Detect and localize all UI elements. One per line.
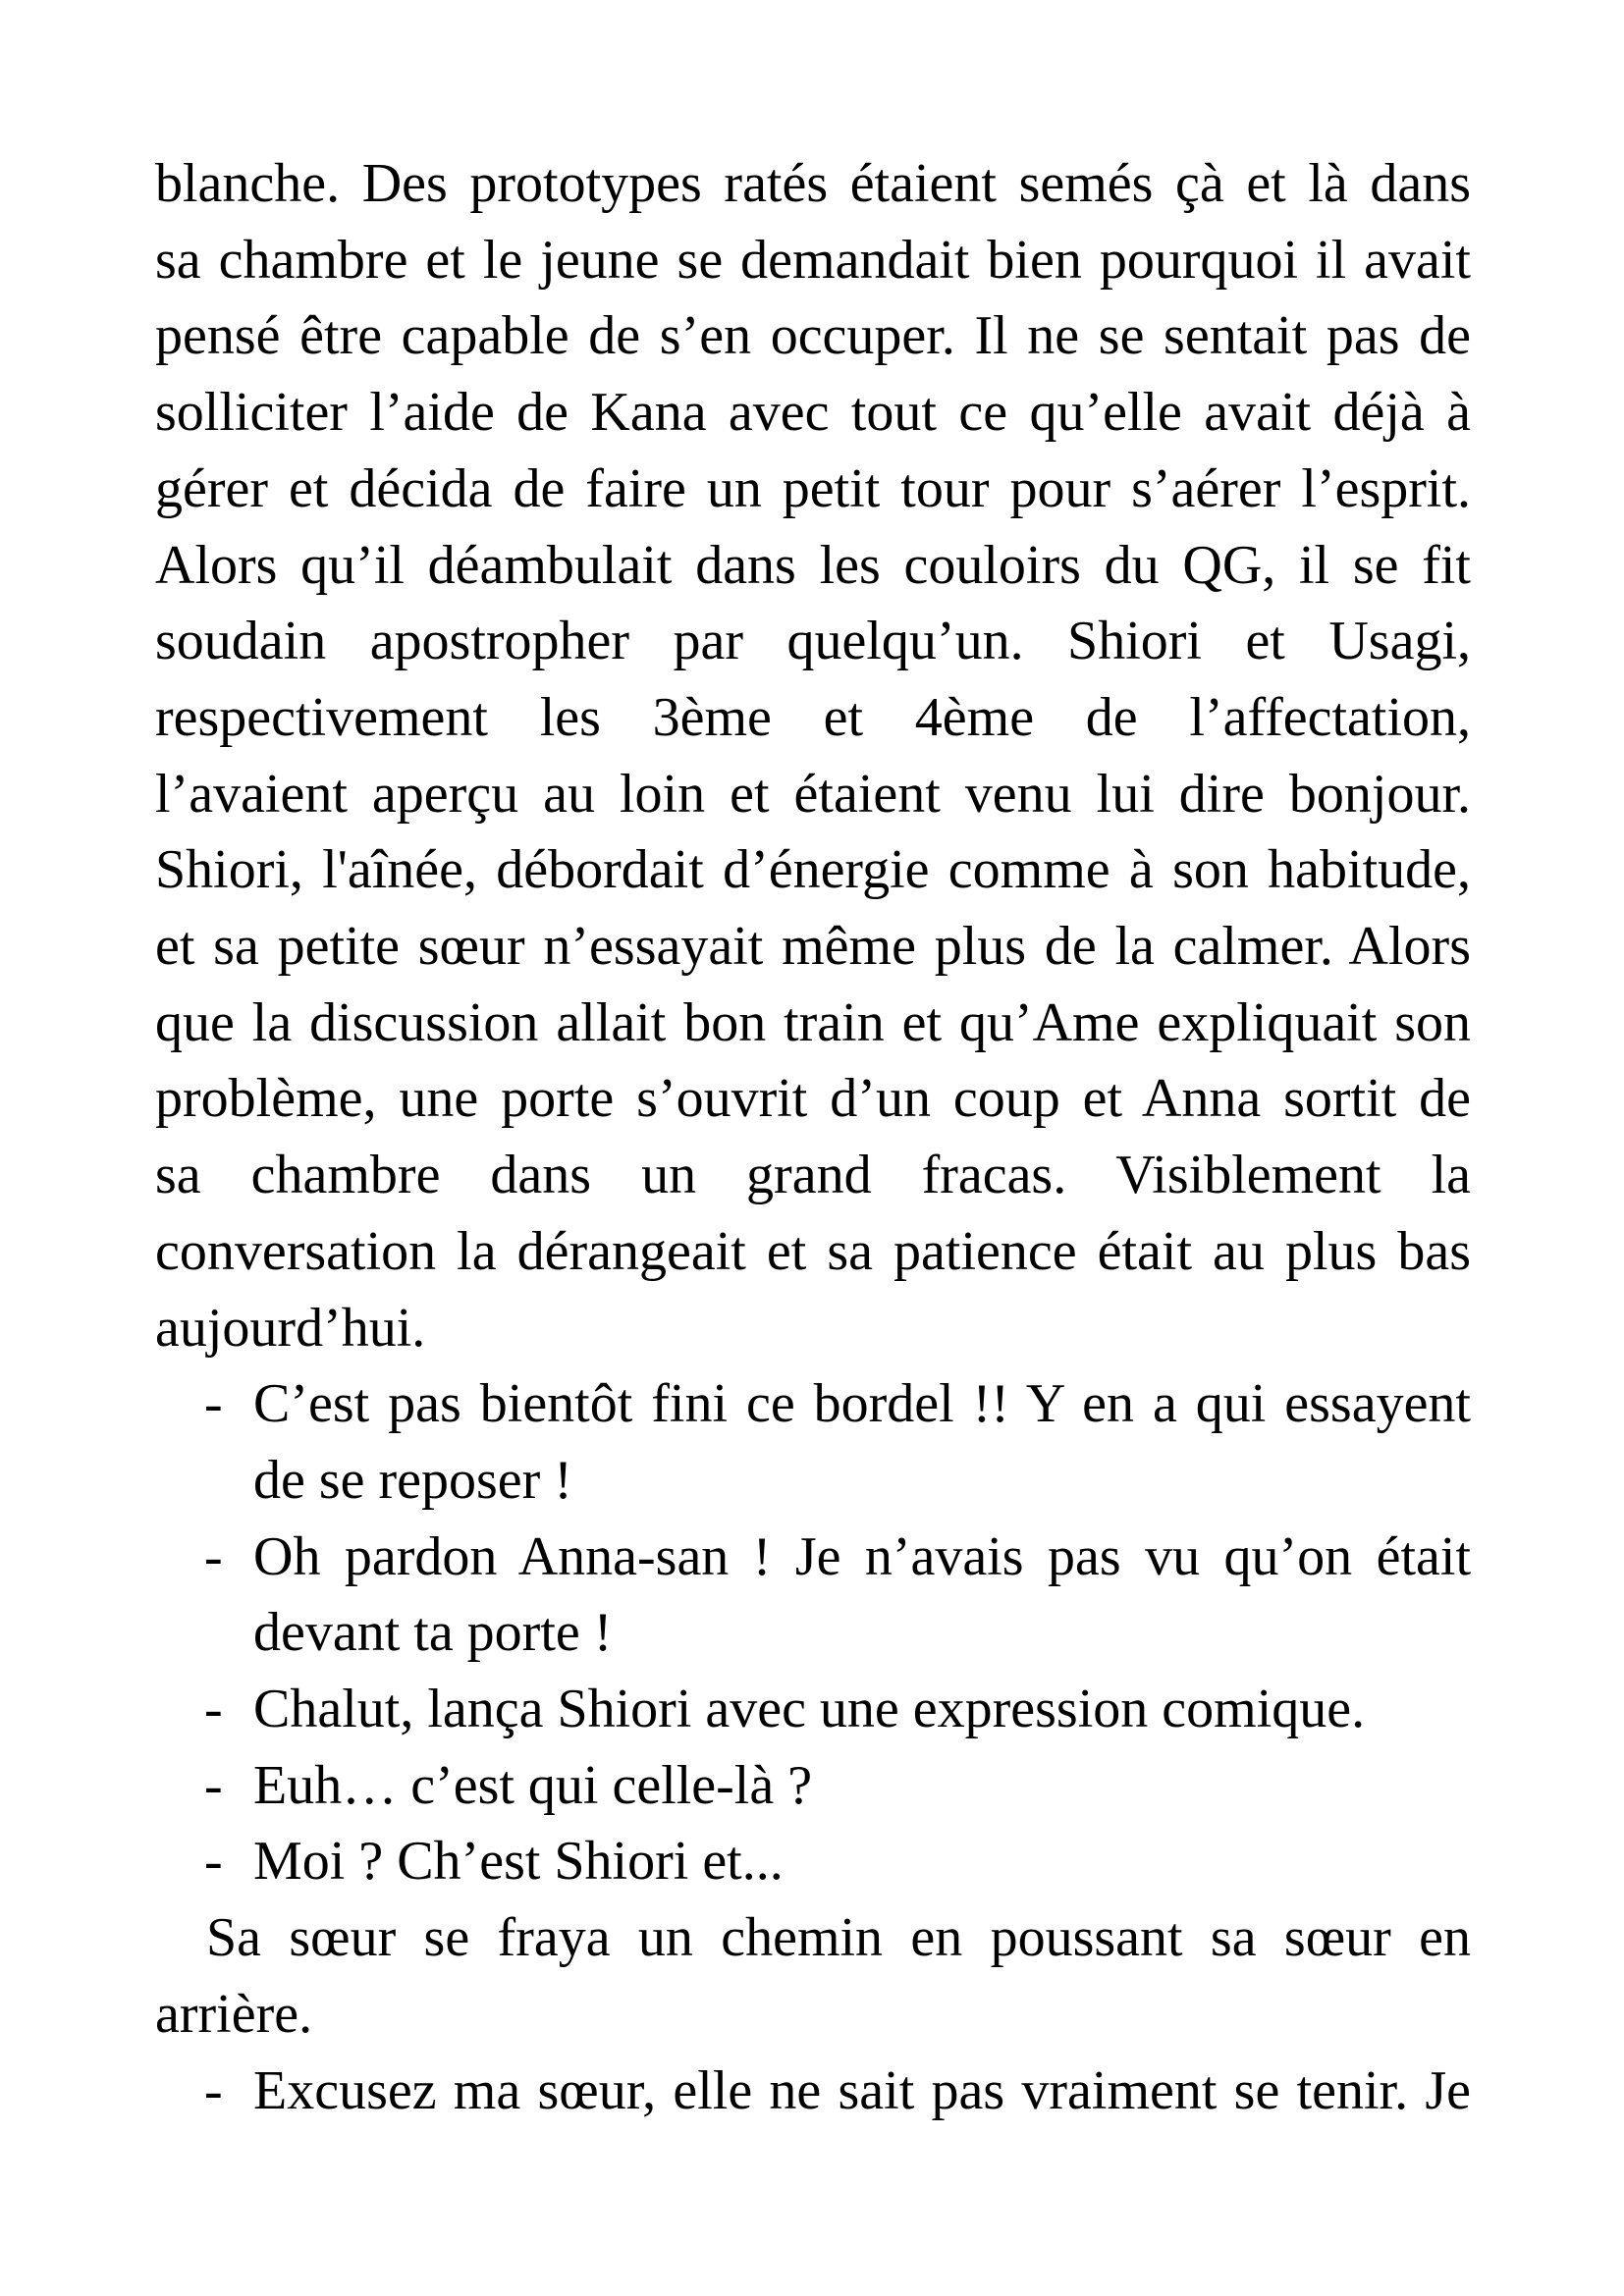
dialogue-dash: - [204, 1754, 223, 1816]
dialogue-dash: - [204, 1679, 223, 1740]
text-line: l’avaient aperçu au loin et étaient venu lui dire bonjour. [155, 763, 1471, 825]
dialogue-line [155, 2054, 1471, 2130]
dialogue-continuation-line: devant ta porte ! [253, 1602, 613, 1664]
text-line: Alors qu’il déambulait dans les couloirs du QG, il se fit [155, 534, 1471, 596]
text-line: aujourd’hui. [155, 1297, 426, 1359]
dialogue-text: C’est pas bientôt fini ce bordel !! Y en a qui essayent [253, 1373, 1471, 1435]
text-line: solliciter l’aide de Kana avec tout ce qu’elle avait déjà à [155, 382, 1471, 444]
text-line: gérer et décida de faire un petit tour pour s’aérer l’esprit. [155, 457, 1471, 519]
dialogue-line [155, 1824, 1471, 1900]
text-line: pensé être capable de s’en occuper. Il ne se sentait pas de [155, 305, 1471, 367]
dialogue-text: Moi ? Ch’est Shiori et... [253, 1831, 784, 1893]
dialogue-dash: - [204, 1525, 223, 1587]
text-line: blanche. Des prototypes ratés étaient semés çà et là dans [155, 153, 1471, 214]
dialogue-line [155, 1520, 1471, 1596]
text-line: Sa sœur se fraya un chemin en poussant sa sœur en [206, 1907, 1471, 1969]
dialogue-continuation-line: de se reposer ! [253, 1449, 572, 1511]
dialogue-dash: - [204, 1373, 223, 1435]
dialogue-text: Euh… c’est qui celle-là ? [253, 1754, 813, 1816]
dialogue-text: Excusez ma sœur, elle ne sait pas vraiment se tenir. Je [253, 2059, 1471, 2121]
text-line: Shiori, l'aînée, débordait d’énergie comme à son habitude, [155, 839, 1471, 901]
dialogue-line [155, 1748, 1471, 1825]
text-line: soudain apostropher par quelqu’un. Shiori et Usagi, [155, 611, 1471, 672]
dialogue-dash: - [204, 2059, 223, 2121]
dialogue-text: Oh pardon Anna-san ! Je n’avais pas vu qu’on était [253, 1525, 1471, 1587]
text-line: que la discussion allait bon train et qu’Ame expliquait son [155, 991, 1471, 1053]
text-line: et sa petite sœur n’essayait même plus de la calmer. Alors [155, 916, 1471, 978]
dialogue-dash: - [204, 1831, 223, 1893]
text-line: respectivement les 3ème et 4ème de l’affectation, [155, 686, 1471, 748]
text-line: sa chambre et le jeune se demandait bien pourquoi il avait [155, 229, 1471, 291]
dialogue-line [155, 1672, 1471, 1748]
text-line: sa chambre dans un grand fracas. Visiblement la [155, 1145, 1471, 1206]
text-line: problème, une porte s’ouvrit d’un coup et Anna sortit de [155, 1068, 1471, 1130]
text-line: arrière. [155, 1983, 313, 2045]
dialogue-text: Chalut, lança Shiori avec une expression comique. [253, 1679, 1366, 1740]
dialogue-line [155, 1366, 1471, 1443]
text-line: conversation la dérangeait et sa patience était au plus bas [155, 1220, 1471, 1282]
